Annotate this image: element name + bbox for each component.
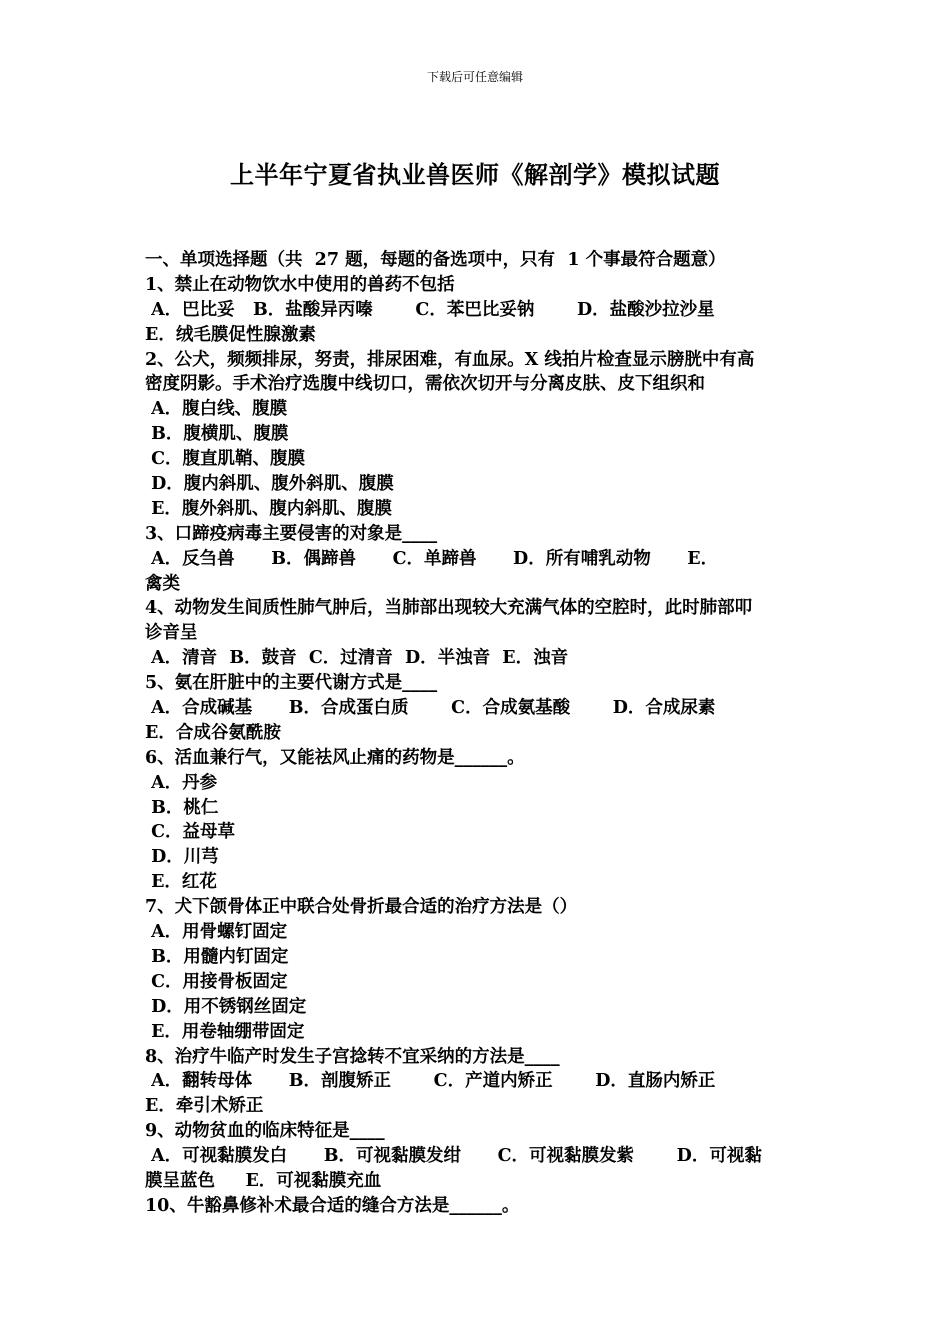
- question-line: A．腹白线、腹膜: [145, 399, 288, 420]
- question-line: E．合成谷氨酰胺: [145, 722, 281, 743]
- question-line: 膜呈蓝色 E．可视黏膜充血: [145, 1170, 382, 1191]
- question-line: E．用卷轴绷带固定: [145, 1021, 305, 1042]
- question-line: 10、牛豁鼻修补术最合适的缝合方法是______。: [145, 1195, 520, 1216]
- question-line: 8、治疗牛临产时发生子宫捻转不宜采纳的方法是____: [145, 1046, 560, 1067]
- question-line: A．用骨螺钉固定: [145, 922, 288, 943]
- question-line: E．绒毛膜促性腺激素: [145, 324, 316, 345]
- document-title: 上半年宁夏省执业兽医师《解剖学》模拟试题: [230, 160, 720, 189]
- question-line: B．桃仁: [145, 797, 219, 818]
- question-line: E．牵引术矫正: [145, 1096, 264, 1117]
- question-line: 3、口蹄疫病毒主要侵害的对象是____: [145, 523, 438, 544]
- question-line: A．清音 B．鼓音 C．过清音 D．半浊音 E．浊音: [145, 648, 569, 669]
- question-line: 5、氨在肝脏中的主要代谢方式是____: [145, 673, 438, 694]
- question-line: 7、犬下颌骨体正中联合处骨折最合适的治疗方法是（）: [145, 897, 578, 918]
- question-line: C．用接骨板固定: [145, 971, 288, 992]
- header-note: 下载后可任意编辑: [426, 70, 523, 84]
- question-line: C．腹直肌鞘、腹膜: [145, 449, 306, 470]
- question-line: A．翻转母体 B．剖腹矫正 C．产道内矫正 D．直肠内矫正: [145, 1071, 716, 1092]
- question-line: A．巴比妥 B．盐酸异丙嗪 C．苯巴比妥钠 D．盐酸沙拉沙星: [145, 299, 715, 320]
- question-line: B．用髓内钉固定: [145, 946, 289, 967]
- question-line: E．腹外斜肌、腹内斜肌、腹膜: [145, 498, 392, 519]
- question-line: 1、禁止在动物饮水中使用的兽药不包括: [145, 274, 455, 295]
- question-line: 4、动物发生间质性肺气肿后，当肺部出现较大充满气体的空腔时，此时肺部叩: [145, 598, 753, 619]
- question-line: A．反刍兽 B．偶蹄兽 C．单蹄兽 D．所有哺乳动物 E．: [145, 548, 719, 569]
- question-line: B．腹横肌、腹膜: [145, 424, 289, 445]
- question-line: 9、动物贫血的临床特征是____: [145, 1121, 385, 1142]
- question-line: D．川芎: [145, 847, 219, 868]
- question-line: D．腹内斜肌、腹外斜肌、腹膜: [145, 474, 394, 495]
- question-line: A．丹参: [145, 772, 218, 793]
- question-line: E．红花: [145, 872, 217, 893]
- question-line: 密度阴影。手术治疗选腹中线切口，需依次切开与分离皮肤、皮下组织和: [145, 374, 705, 395]
- question-line: 2、公犬，频频排尿，努责，排尿困难，有血尿。X 线拍片检查显示膀胱中有高: [145, 349, 755, 370]
- question-line: 诊音呈: [145, 623, 198, 644]
- question-line: D．用不锈钢丝固定: [145, 996, 307, 1017]
- question-line: A．可视黏膜发白 B．可视黏膜发绀 C．可视黏膜发紫 D．可视黏: [145, 1146, 762, 1167]
- question-line: 6、活血兼行气，又能祛风止痛的药物是______。: [145, 747, 525, 768]
- question-line: 禽类: [145, 573, 180, 594]
- question-line: A．合成碱基 B．合成蛋白质 C．合成氨基酸 D．合成尿素: [145, 698, 716, 719]
- question-line: C．益母草: [145, 822, 236, 843]
- document-body: [145, 248, 810, 1219]
- section-heading: 一、单项选择题（共 27 题，每题的备选项中，只有 1 个事最符合题意）: [145, 250, 726, 270]
